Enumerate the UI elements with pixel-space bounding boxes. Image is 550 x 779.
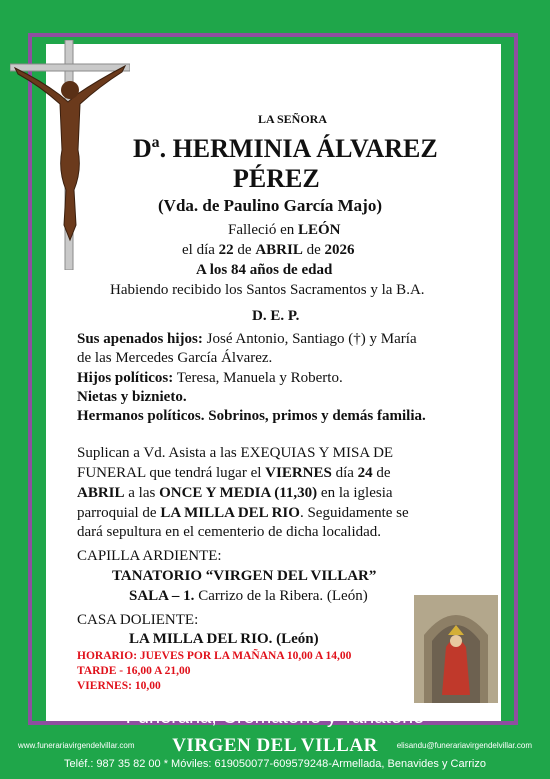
funeral-line-2: FUNERAL que tendrá lugar el VIERNES día 24 de	[77, 465, 391, 481]
death-date-line: el día 22 de ABRIL de 2026	[182, 242, 355, 258]
age-line: A los 84 años de edad	[196, 262, 333, 278]
virgin-image	[414, 595, 498, 703]
funeral-line-4: parroquial de LA MILLA DEL RIO. Seguidamente se	[77, 505, 409, 521]
footer-brand: VIRGEN DEL VILLAR	[172, 735, 378, 756]
footer-website[interactable]: www.funerariavirgendelvillar.com	[18, 741, 135, 750]
chapel-name: TANATORIO “VIRGEN DEL VILLAR”	[112, 568, 377, 584]
label-la-senora: LA SEÑORA	[258, 112, 328, 126]
died-in-line: Falleció en LEÓN	[228, 222, 341, 238]
crucifix-icon	[10, 40, 130, 270]
schedule-line-1: HORARIO: JUEVES POR LA MAÑANA 10,00 A 14,00	[77, 650, 352, 662]
widow-of: (Vda. de Paulino García Majo)	[158, 196, 382, 215]
deceased-name-line2: PÉREZ	[233, 164, 320, 193]
funeral-line-5: dará sepultura en el cementerio de dicha localidad.	[77, 524, 382, 540]
deceased-name-line1: Dª. HERMINIA ÁLVAREZ	[133, 134, 438, 163]
footer-title: Funeraria, Crematorio y Tanatorio	[125, 706, 425, 728]
schedule-line-2: TARDE - 16,00 A 21,00	[77, 665, 191, 677]
schedule-line-3: VIERNES: 10,00	[77, 680, 161, 692]
footer-phones: Teléf.: 987 35 82 00 * Móviles: 619050077-609579248-Armellada, Benavides y Carrizo	[64, 758, 486, 770]
dep: D. E. P.	[252, 308, 300, 324]
footer-brand-row	[0, 735, 550, 757]
grandchildren-line: Nietas y biznieto.	[77, 389, 187, 405]
children-line-2: de las Mercedes García Álvarez.	[77, 350, 273, 366]
inlaws-line: Hijos políticos: Teresa, Manuela y Roberto.	[77, 370, 343, 386]
house-name: LA MILLA DEL RIO. (León)	[129, 631, 319, 647]
siblings-line: Hermanos políticos. Sobrinos, primos y demás familia.	[77, 408, 426, 424]
funeral-line-3: ABRIL a las ONCE Y MEDIA (11,30) en la iglesia	[77, 485, 393, 501]
funeral-line-1: Suplican a Vd. Asista a las EXEQUIAS Y MISA DE	[77, 445, 394, 461]
footer-email[interactable]: elisandu@funerariavirgendelvillar.com	[396, 741, 532, 750]
chapel-room: SALA – 1. Carrizo de la Ribera. (León)	[129, 588, 368, 604]
house-label: CASA DOLIENTE:	[77, 612, 199, 628]
children-line: Sus apenados hijos: José Antonio, Santiago (†) y María	[77, 331, 417, 347]
chapel-label: CAPILLA ARDIENTE:	[77, 548, 222, 564]
sacraments-line: Habiendo recibido los Santos Sacramentos y la B.A.	[110, 282, 425, 298]
